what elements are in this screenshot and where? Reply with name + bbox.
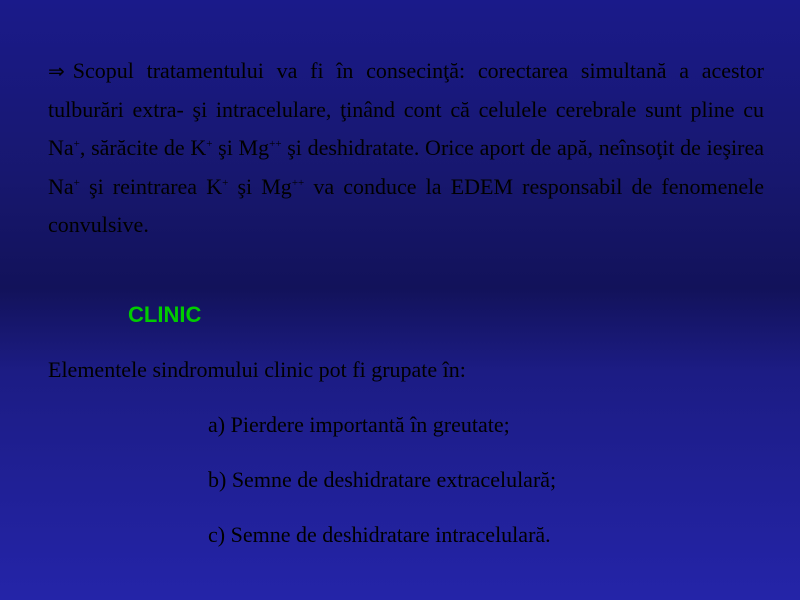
intro-text: Elementele sindromului clinic pot fi grupate în: — [48, 357, 466, 382]
paragraph-text-2: , sărăcite de K — [79, 135, 207, 160]
paragraph-text-6: şi Mg — [228, 173, 292, 199]
superscript-k: + — [206, 138, 213, 150]
superscript-mg: ++ — [269, 138, 282, 150]
list-item-b: b) Semne de deshidratare extracelulară; — [208, 467, 557, 492]
paragraph-text-1: Scopul tratamentului va fi în consecinţă: corectarea simultană a acestor tulburări extra- şi intracelulare, ţinând cont că celulele cerebrale sunt pline cu Na — [48, 58, 764, 160]
paragraph-text-4: şi deshidratate. Orice aport de apă, neînsoţit de ieşirea Na — [48, 135, 764, 199]
implies-arrow-icon: ⇒ — [48, 59, 65, 83]
superscript-k-2: + — [222, 176, 229, 189]
superscript-na-2: + — [73, 176, 80, 189]
list-item-a: a) Pierdere importantă în greutate; — [208, 412, 510, 437]
superscript-mg-2: ++ — [291, 176, 305, 189]
paragraph-text-3: şi Mg — [212, 135, 270, 160]
paragraph-text-5: şi reintrarea K — [79, 173, 223, 199]
section-heading-clinic: CLINIC — [128, 302, 202, 327]
treatment-paragraph — [48, 52, 764, 245]
superscript-na: + — [73, 138, 80, 150]
list-item-c: c) Semne de deshidratare intracelulară. — [208, 522, 551, 547]
paragraph-text-7: va conduce la EDEM responsabil de fenomenele convulsive. — [48, 173, 764, 237]
